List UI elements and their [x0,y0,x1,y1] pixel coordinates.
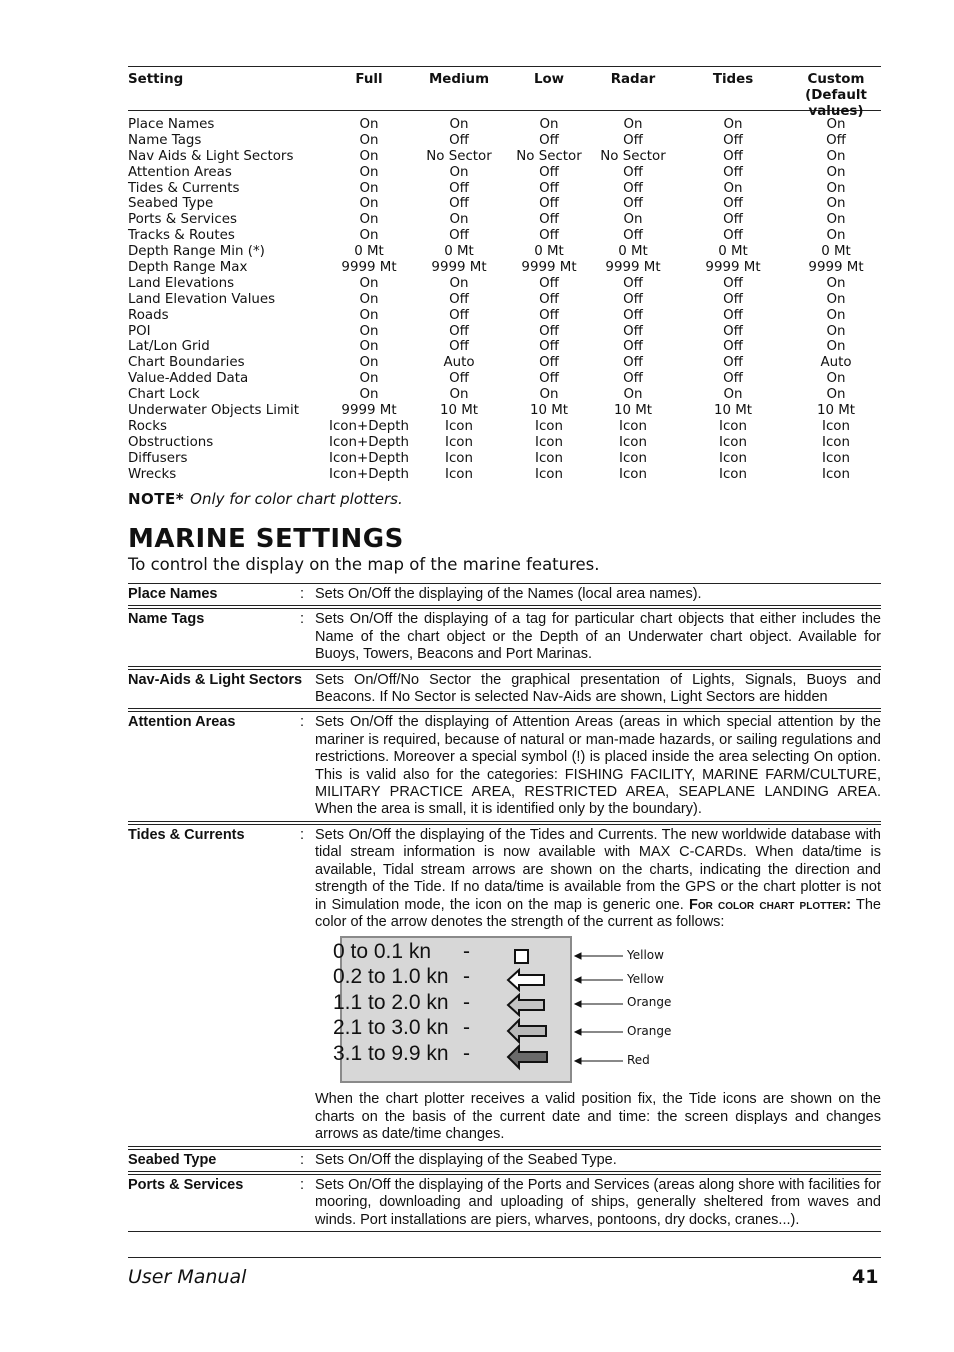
table-row [128,117,881,133]
setting-value: On [826,387,846,403]
setting-value: Off [449,307,469,323]
setting-value: 0 Mt [354,244,384,260]
setting-value: Icon [719,418,747,434]
setting-name: Roads [128,307,169,323]
table-row [128,292,881,308]
table-row [128,435,881,451]
setting-value: Off [623,275,643,291]
table-row [128,419,881,435]
note-label: NOTE* [128,490,185,508]
setting-value: Off [723,196,743,212]
setting-value: Icon [822,434,850,450]
table-row [128,339,881,355]
setting-value: On [826,339,846,355]
setting-name: Lat/Lon Grid [128,339,210,355]
setting-value: Icon [619,466,647,482]
setting-value: Icon [535,434,563,450]
section-subtitle: To control the display on the map of the marine features. [128,555,600,574]
header-medium: Medium [428,72,490,87]
setting-value: Off [723,339,743,355]
colon: : [300,826,305,843]
setting-value: 0 Mt [534,244,564,260]
setting-value: Off [623,371,643,387]
header-radar: Radar [610,72,656,87]
table-row [128,165,881,181]
setting-value: Icon [445,466,473,482]
square-icon [515,950,528,963]
table-row [128,133,881,149]
table-row [128,451,881,467]
setting-value: 9999 Mt [808,260,864,276]
table-row [128,387,881,403]
setting-value: Off [539,228,559,244]
setting-value: Icon [719,450,747,466]
page-number: 41 [852,1266,879,1288]
row-label: Attention Areas [128,714,236,731]
setting-value: On [623,387,643,403]
setting-value: Off [623,323,643,339]
marine-row-seabed-type [128,1149,881,1172]
header-setting: Setting [128,72,184,87]
setting-name: Wrecks [128,466,177,482]
table-row [128,212,881,228]
setting-value: On [359,148,379,164]
setting-value: On [359,307,379,323]
legend-row: 0.2 to 1.0 kn - [333,965,470,989]
table-row [128,467,881,483]
row-description: Sets On/Off the displaying of the Seabed Type. [315,1151,617,1168]
setting-value: Off [623,291,643,307]
note-text: Only for color chart plotters. [190,490,403,508]
setting-value: 0 Mt [718,244,748,260]
footer-title: User Manual [128,1266,247,1288]
header-low: Low [533,72,565,87]
setting-value: Icon [445,450,473,466]
setting-value: Off [449,180,469,196]
setting-value: On [359,339,379,355]
setting-value: 0 Mt [618,244,648,260]
setting-value: Off [723,148,743,164]
tides-description: Sets On/Off the displaying of the Tides and Currents. The new worldwide database with tidal stream information is now available with MAX C-CARDs. When data/time is available, Tidal stream arrows are shown on the charts, indicating the direction and strength of the Tide. If no data/time is available from the GPS or the chart plotter is not in Simulation mode, the icon on the map is generic one. [315,826,881,913]
marine-row-attention-areas [128,711,881,821]
setting-value: On [826,117,846,132]
setting-value: On [449,387,469,403]
setting-value: On [359,196,379,212]
setting-value: 10 Mt [439,403,479,419]
marine-settings-table [128,583,881,1232]
setting-name: Land Elevation Values [128,291,276,307]
setting-value: Off [539,371,559,387]
setting-value: Off [449,371,469,387]
table-row [128,324,881,340]
setting-value: On [826,180,846,196]
table-row [128,403,881,419]
setting-value: On [623,117,643,132]
setting-value: Off [826,132,846,148]
setting-name: Nav Aids & Light Sectors [128,148,294,164]
setting-value: Icon [535,418,563,434]
setting-value: On [826,212,846,228]
setting-value: On [359,180,379,196]
setting-value: Off [449,228,469,244]
header-default-values: (Default values) [805,88,867,119]
setting-name: Place Names [128,117,215,132]
legend-color-name: Yellow [627,972,664,987]
setting-value: Off [723,355,743,371]
setting-value: Icon [445,418,473,434]
setting-value: Off [623,164,643,180]
row-label: Tides & Currents [128,826,245,843]
setting-value: 9999 Mt [705,260,761,276]
setting-name: Value-Added Data [128,371,249,387]
setting-value: Icon [619,418,647,434]
setting-name: Seabed Type [128,196,214,212]
setting-value: On [449,164,469,180]
setting-value: On [359,275,379,291]
setting-value: 9999 Mt [431,260,487,276]
settings-table-header [128,67,881,119]
setting-value: On [826,307,846,323]
setting-value: On [826,323,846,339]
setting-value: On [826,371,846,387]
table-row [128,276,881,292]
row-description: Sets On/Off/No Sector the graphical presentation of Lights, Signals, Buoys and Beacons. If No Sector is selected Nav-Aids are shown, Light Sectors are hidden [315,671,881,706]
setting-name: Land Elevations [128,275,235,291]
legend-row: 3.1 to 9.9 kn - [333,1042,470,1066]
note [128,490,403,508]
marine-row-ports-services [128,1174,881,1232]
settings-table [128,66,881,482]
setting-value: Icon [619,450,647,466]
setting-value: On [359,228,379,244]
setting-value: Off [539,196,559,212]
setting-value: On [359,212,379,228]
setting-value: On [449,212,469,228]
legend-color-name: Orange [627,1024,672,1039]
setting-value: No Sector [600,148,666,164]
setting-name: Ports & Services [128,212,237,228]
row-label: Name Tags [128,611,205,628]
setting-name: Obstructions [128,434,214,450]
arrow-left-icon [508,1046,547,1068]
setting-value: On [359,323,379,339]
setting-value: Icon [822,418,850,434]
setting-value: Off [623,355,643,371]
setting-value: On [723,117,743,132]
row-label: Nav-Aids & Light Sectors [128,671,303,688]
setting-value: Icon [719,466,747,482]
setting-value: Off [539,180,559,196]
setting-value: Off [723,291,743,307]
setting-value: Off [539,164,559,180]
setting-value: Off [723,323,743,339]
setting-name: Chart Lock [128,387,200,403]
row-label: Seabed Type [128,1151,217,1168]
setting-name: Rocks [128,418,167,434]
setting-value: Off [539,307,559,323]
setting-value: Icon+Depth [329,450,409,466]
setting-value: Off [539,291,559,307]
row-description [315,827,881,931]
setting-value: Icon [445,434,473,450]
setting-value: On [623,212,643,228]
setting-value: Off [623,228,643,244]
setting-value: Off [539,339,559,355]
setting-value: On [826,228,846,244]
setting-value: 0 Mt [444,244,474,260]
setting-value: On [449,117,469,132]
setting-value: On [539,387,559,403]
tides-after-text: When the chart plotter receives a valid position fix, the Tide icons are shown on the charts on the basis of the current date and time: the screen displays and changes arrows as date/time changes. [315,1091,881,1143]
setting-value: On [826,196,846,212]
setting-name: Tides & Currents [128,180,240,196]
tides-description-tail: The color of the arrow denotes the strength of the current as follows: [315,896,881,930]
table-row [128,355,881,371]
legend-color-name: Yellow [627,948,664,963]
setting-value: Off [723,275,743,291]
setting-value: On [359,387,379,403]
arrow-left-icon [508,995,544,1015]
setting-value: Off [723,212,743,228]
setting-value: Auto [443,355,475,371]
section-title: MARINE SETTINGS [128,524,404,554]
setting-value: Off [449,339,469,355]
setting-value: Off [539,323,559,339]
marine-row-place-names [128,584,881,606]
colon: : [300,586,305,602]
legend-row: 0 to 0.1 kn - [333,940,470,964]
table-row [128,260,881,276]
legend-color-name: Orange [627,995,672,1010]
setting-value: On [449,275,469,291]
setting-value: On [826,164,846,180]
table-row [128,244,881,260]
setting-value: Off [449,291,469,307]
marine-row-tides-currents [128,824,881,1147]
setting-value: Off [539,355,559,371]
setting-value: Icon [822,450,850,466]
table-row [128,196,881,212]
setting-value: On [359,164,379,180]
footer-divider [128,1257,881,1258]
setting-value: Icon+Depth [329,418,409,434]
setting-name: Name Tags [128,132,202,148]
legend-color-name: Red [627,1053,650,1068]
setting-value: Off [623,180,643,196]
setting-value: On [723,180,743,196]
setting-value: On [359,132,379,148]
row-description: Sets On/Off the displaying of the Names (local area names). [315,586,702,602]
legend-row: 2.1 to 3.0 kn - [333,1016,470,1040]
marine-row-nav-aids [128,669,881,710]
setting-value: 10 Mt [529,403,569,419]
pointer-lines [575,953,623,1064]
setting-value: Off [723,371,743,387]
setting-value: On [359,355,379,371]
setting-name: Attention Areas [128,164,232,180]
setting-value: Off [539,275,559,291]
setting-value: No Sector [426,148,492,164]
setting-name: POI [128,323,151,339]
table-row [128,308,881,324]
setting-value: Icon [535,450,563,466]
setting-value: On [826,275,846,291]
setting-value: Off [539,212,559,228]
header-full: Full [355,72,383,87]
colon: : [300,611,305,628]
setting-value: Icon [822,466,850,482]
setting-value: Off [539,132,559,148]
table-row [128,181,881,197]
marine-row-name-tags [128,608,881,666]
setting-value: No Sector [516,148,582,164]
legend-row: 1.1 to 2.0 kn - [333,991,470,1015]
setting-value: Off [623,132,643,148]
setting-value: On [359,117,379,132]
setting-name: Chart Boundaries [128,355,245,371]
table-row [128,371,881,387]
settings-table-body [128,111,881,482]
setting-name: Underwater Objects Limit [128,403,299,419]
row-label: Place Names [128,586,218,602]
row-description: Sets On/Off the displaying of Attention Areas (areas in which special attention by the mariner is required, because of natural or man-made hazards, or sailing regulations and restrictions. Moreover a special symbol (!) is placed inside the area selecting On option. This is valid also for the categories: FISHING FACILITY, MARINE FARM/CULTURE, MILITARY PRACTICE AREA, RESTRICTED AREA, SEAPLANE LANDING AREA. When the area is small, it is identified only by the boundary). [315,714,881,818]
setting-value: On [359,291,379,307]
setting-value: Icon+Depth [329,434,409,450]
current-strength-legend [315,931,881,1091]
setting-name: Diffusers [128,450,188,466]
setting-name: Depth Range Max [128,260,248,276]
colon: : [300,714,305,731]
setting-value: On [826,291,846,307]
setting-value: Off [723,132,743,148]
arrow-left-icon [508,1020,546,1042]
setting-value: 9999 Mt [605,260,661,276]
table-row [128,228,881,244]
setting-name: Tracks & Routes [128,228,235,244]
setting-value: Icon+Depth [329,466,409,482]
setting-value: 9999 Mt [521,260,577,276]
setting-value: On [359,371,379,387]
row-description: Sets On/Off the displaying of a tag for particular chart objects that either includes the Name of the chart object or the Depth of an Underwater chart object. Available for Buoys, Towers, Beacons and Port Marinas. [315,611,881,663]
setting-value: Icon [719,434,747,450]
setting-value: Off [623,196,643,212]
setting-value: Off [449,132,469,148]
setting-value: Icon [619,434,647,450]
setting-value: Off [449,323,469,339]
setting-value: Off [723,228,743,244]
table-row [128,149,881,165]
setting-value: On [723,387,743,403]
setting-value: Off [723,164,743,180]
setting-value: On [826,148,846,164]
setting-value: Off [623,339,643,355]
setting-name: Depth Range Min (*) [128,244,265,260]
row-label: Ports & Services [128,1176,244,1193]
setting-value: 9999 Mt [341,260,397,276]
setting-value: Auto [820,355,852,371]
setting-value: 10 Mt [713,403,753,419]
tides-color-note: For color chart plotter: [688,896,852,913]
setting-value: On [539,117,559,132]
setting-value: Off [723,307,743,323]
setting-value: 9999 Mt [341,403,397,419]
colon: : [300,1151,305,1168]
setting-value: 10 Mt [613,403,653,419]
setting-value: 0 Mt [821,244,851,260]
setting-value: 10 Mt [816,403,856,419]
header-custom: Custom [807,72,865,87]
setting-value: Icon [535,466,563,482]
setting-value: Off [623,307,643,323]
row-description: Sets On/Off the displaying of the Ports and Services (areas along shore with facilities for mooring, downloading and uploading of ships, generally sheltered from waves and winds. Port installations are piers, wharves, pontoons, dry docks, cranes...). [315,1176,881,1228]
arrow-left-icon [508,970,544,990]
header-tides: Tides [712,72,754,87]
colon: : [300,1176,305,1193]
setting-value: Off [449,196,469,212]
